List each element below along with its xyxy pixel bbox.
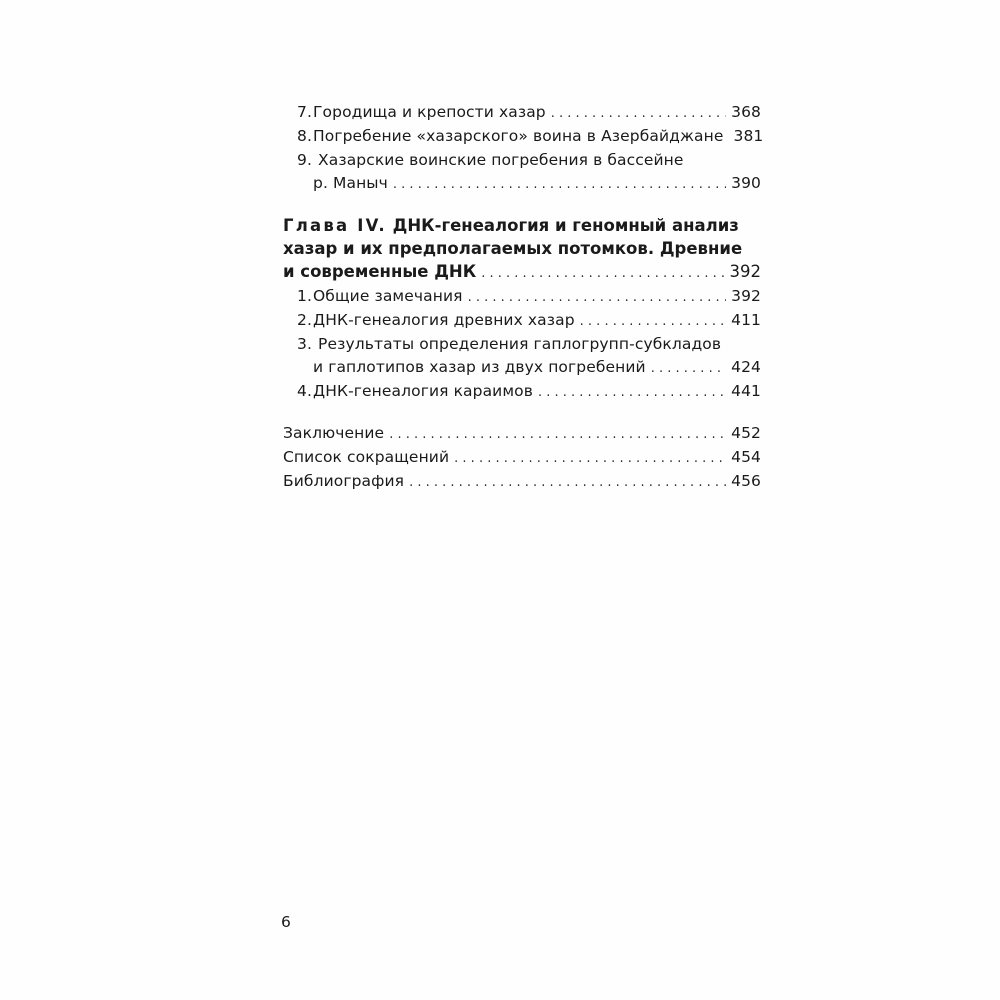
chapter-title-line3: и современные ДНК bbox=[283, 262, 477, 281]
toc-entry-page: 368 bbox=[731, 103, 761, 121]
leader-dots bbox=[481, 262, 724, 285]
toc-entry-title: ДНК-генеалогия древних хазар bbox=[313, 311, 575, 329]
leader-dots bbox=[468, 286, 727, 309]
toc-entry-page: 441 bbox=[731, 382, 761, 400]
leader-dots bbox=[409, 471, 726, 494]
toc-entry-conclusion[interactable] bbox=[283, 422, 761, 446]
toc-entry-9[interactable]: 9. Хазарские воинские погребения в бассейне р. Маныч . . . 390 bbox=[283, 149, 761, 196]
toc-entry-abbreviations[interactable] bbox=[283, 446, 761, 470]
toc-entry-7[interactable]: 7. Городища и крепости хазар . . . 368 bbox=[283, 101, 761, 125]
leader-dots bbox=[538, 381, 726, 404]
toc-entry-page: 381 bbox=[733, 127, 764, 145]
leader-dots bbox=[393, 173, 726, 196]
toc-entry-title: Заключение bbox=[283, 424, 385, 442]
table-of-contents bbox=[283, 101, 764, 494]
toc-entry-page: 452 bbox=[731, 424, 761, 442]
chapter-title-line1: ДНК-генеалогия и геномный анализ bbox=[392, 216, 739, 235]
toc-entry-title: ДНК-генеалогия караимов bbox=[313, 382, 533, 400]
toc-entry-title: Погребение «хазарского» воина в Азербайджане bbox=[313, 127, 724, 145]
toc-entry-page: 411 bbox=[731, 311, 761, 329]
page-number: 6 bbox=[281, 913, 291, 931]
chapter-prefix: Глава IV. bbox=[283, 216, 387, 235]
toc-entry-ch4-4[interactable]: 4. ДНК-генеалогия караимов . . . 441 bbox=[283, 380, 761, 404]
chapter-title-line2: хазар и их предполагаемых потомков. Древние bbox=[283, 239, 743, 258]
toc-entry-title: Список сокращений bbox=[283, 448, 450, 466]
leader-dots bbox=[389, 423, 726, 446]
leader-dots bbox=[454, 447, 726, 470]
toc-entry-8[interactable]: 8. Погребение «хазарского» воина в Азербайджане 381 bbox=[283, 125, 761, 149]
chapter-page: 392 bbox=[729, 262, 761, 281]
toc-entry-page: 390 bbox=[731, 174, 761, 192]
toc-entry-page: 392 bbox=[731, 287, 761, 305]
toc-entry-title-line2: и гаплотипов хазар из двух погребений bbox=[313, 358, 646, 376]
chapter-4-heading[interactable] bbox=[283, 214, 761, 285]
toc-entry-title: Городища и крепости хазар bbox=[313, 103, 546, 121]
toc-entry-ch4-3[interactable]: 3. Результаты определения гаплогрупп-субкладов и гаплотипов хазар из двух погребений . . . 424 bbox=[283, 333, 761, 380]
toc-entry-ch4-1[interactable]: 1. Общие замечания . . . 392 bbox=[283, 285, 761, 309]
spacer bbox=[283, 404, 761, 422]
toc-entry-bibliography[interactable] bbox=[283, 470, 761, 494]
leader-dots bbox=[551, 102, 726, 125]
toc-entry-title-line1: Хазарские воинские погребения в бассейне bbox=[318, 151, 684, 169]
leader-dots bbox=[580, 310, 726, 333]
toc-entry-page: 456 bbox=[731, 472, 761, 490]
toc-entry-ch4-2[interactable]: 2. ДНК-генеалогия древних хазар . . . 411 bbox=[283, 309, 761, 333]
toc-entry-title-line2: р. Маныч bbox=[313, 174, 388, 192]
toc-entry-title-line1: Результаты определения гаплогрупп-субкладов bbox=[318, 335, 722, 353]
toc-entry-title: Общие замечания bbox=[313, 287, 463, 305]
toc-entry-page: 424 bbox=[731, 358, 761, 376]
leader-dots bbox=[651, 357, 726, 380]
toc-entry-page: 454 bbox=[731, 448, 761, 466]
toc-entry-title: Библиография bbox=[283, 472, 405, 490]
